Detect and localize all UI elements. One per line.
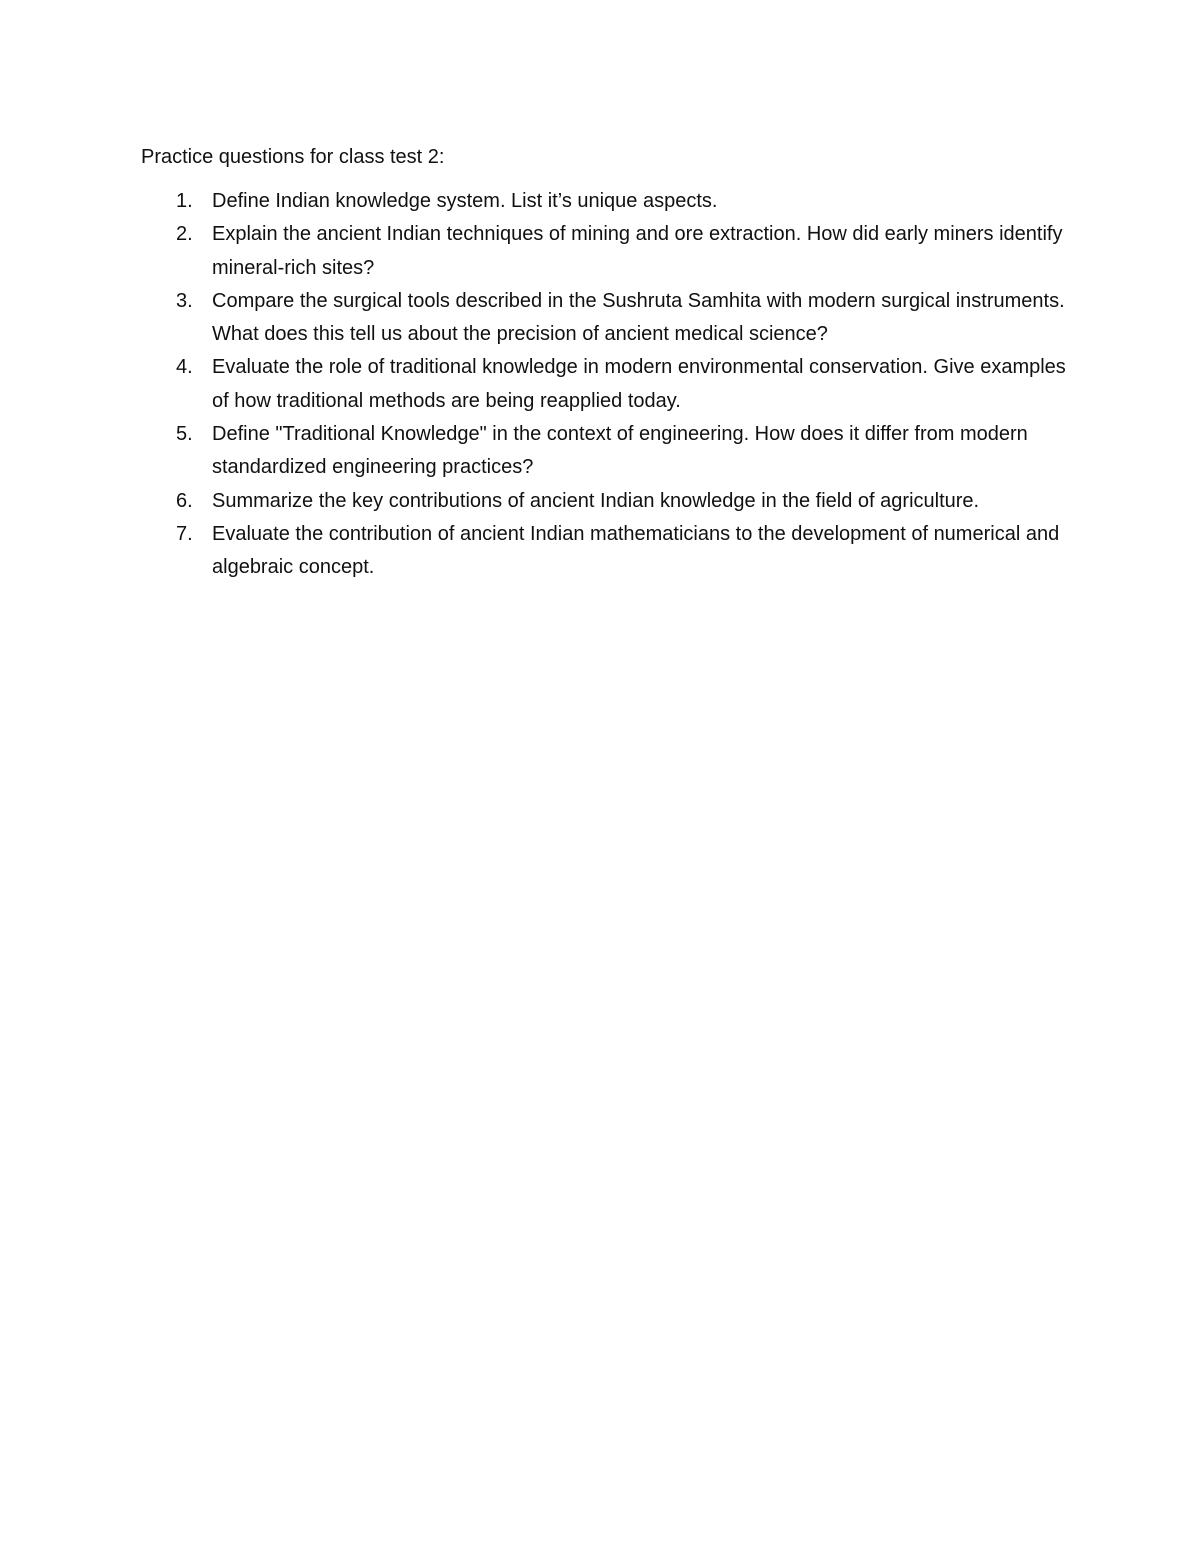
question-item-6 bbox=[141, 485, 1071, 518]
question-text: Define Indian knowledge system. List it’s unique aspects. bbox=[212, 190, 718, 212]
question-number: 6. bbox=[176, 489, 193, 512]
question-text: Define "Traditional Knowledge" in the context of engineering. How does it differ from modern standardized engineering practices? bbox=[212, 423, 1028, 479]
question-number: 2. bbox=[176, 223, 193, 246]
question-item-5 bbox=[141, 418, 1071, 485]
document-content bbox=[141, 143, 1071, 585]
document-heading: Practice questions for class test 2: bbox=[141, 146, 445, 168]
question-text: Explain the ancient Indian techniques of mining and ore extraction. How did early miners identify mineral-rich sites? bbox=[212, 223, 1063, 279]
question-item-4 bbox=[141, 351, 1071, 418]
question-number: 5. bbox=[176, 423, 193, 446]
question-number: 1. bbox=[176, 190, 193, 212]
question-item-7 bbox=[141, 518, 1071, 585]
question-item-2 bbox=[141, 218, 1071, 285]
question-number: 3. bbox=[176, 289, 193, 312]
question-text: Evaluate the role of traditional knowledge in modern environmental conservation. Give examples of how traditional methods are being reapplied today. bbox=[212, 356, 1066, 412]
question-text: Summarize the key contributions of ancient Indian knowledge in the field of agriculture. bbox=[212, 489, 980, 512]
question-text: Compare the surgical tools described in the Sushruta Samhita with modern surgical instruments. What does this tell us about the precision of ancient medical science? bbox=[212, 289, 1065, 346]
question-item-3 bbox=[141, 285, 1071, 352]
question-item-1 bbox=[141, 185, 1071, 218]
question-list bbox=[141, 185, 1071, 585]
question-number: 4. bbox=[176, 356, 193, 379]
question-number: 7. bbox=[176, 522, 193, 545]
question-text: Evaluate the contribution of ancient Indian mathematicians to the development of numerical and algebraic concept. bbox=[212, 522, 1060, 579]
